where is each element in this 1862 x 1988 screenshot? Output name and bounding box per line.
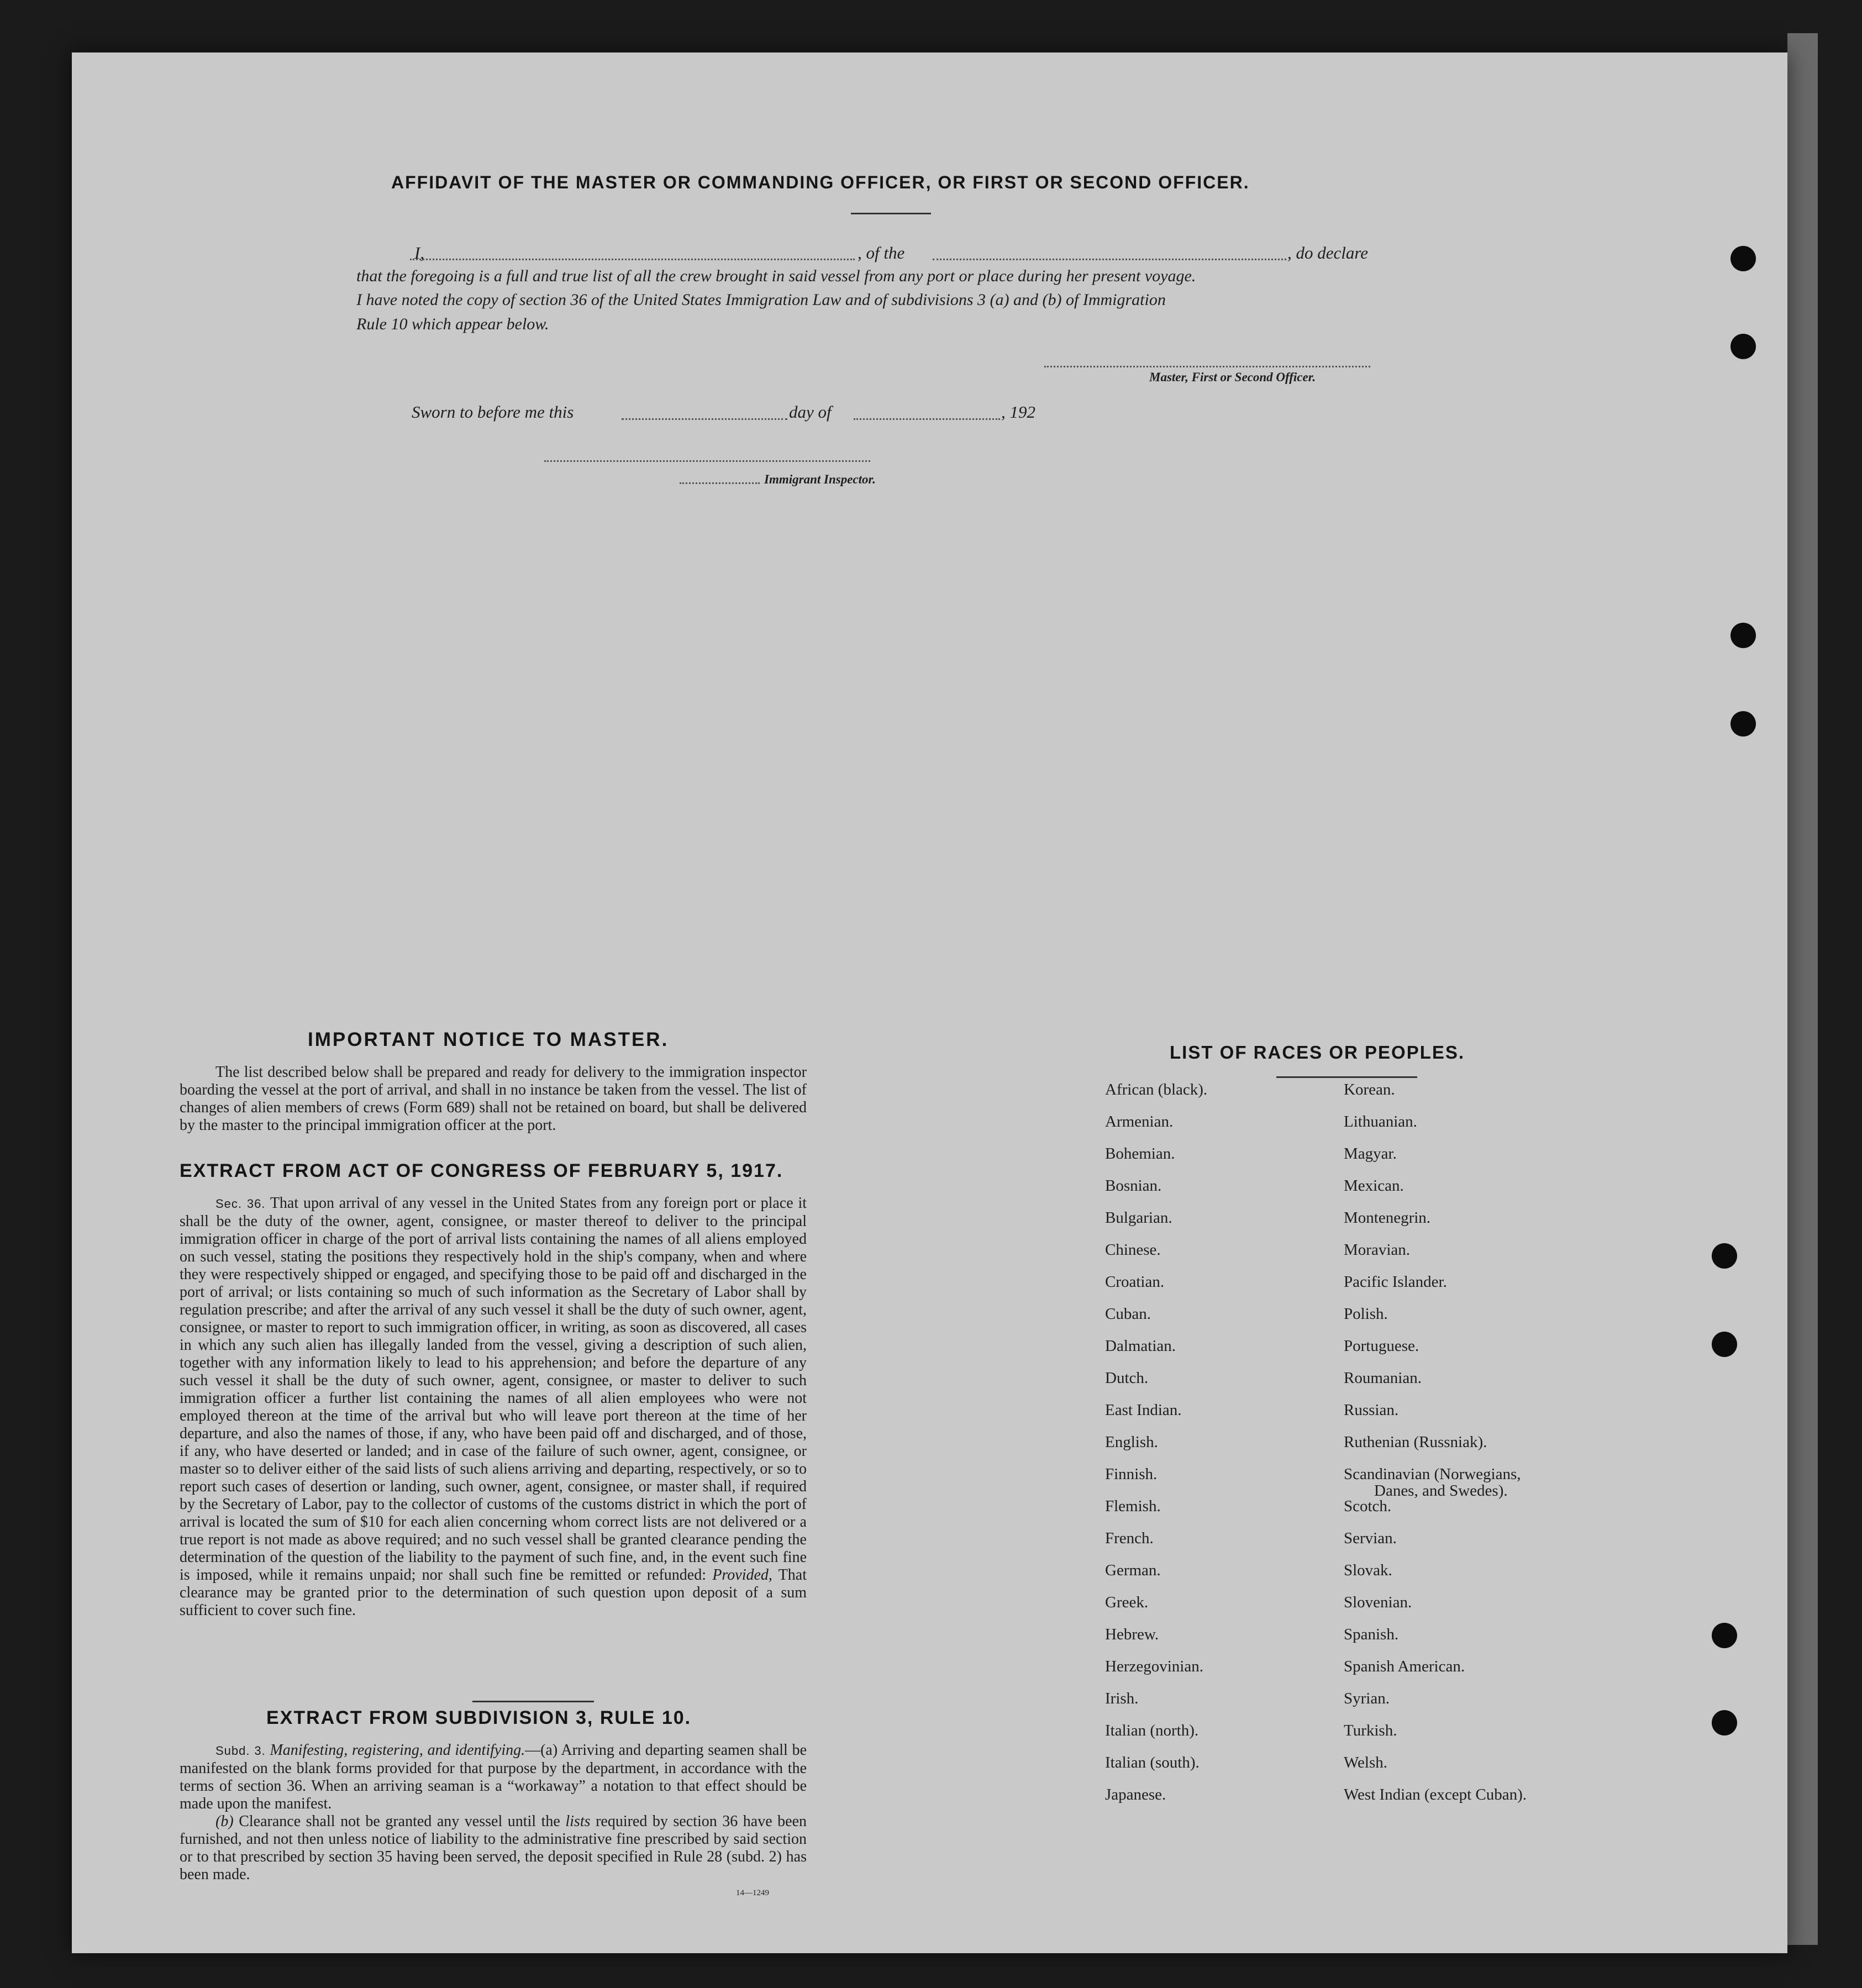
race-item: Chinese. <box>1105 1241 1161 1259</box>
race-item: Irish. <box>1105 1690 1139 1707</box>
sworn-line: Sworn to before me this <box>412 402 574 422</box>
notice-title: IMPORTANT NOTICE TO MASTER. <box>308 1029 669 1050</box>
race-item: Croatian. <box>1105 1273 1165 1291</box>
affidavit-line-1: I, <box>414 243 425 262</box>
race-item: African (black). <box>1105 1081 1208 1098</box>
master-signature-label: Master, First or Second Officer. <box>1149 370 1316 384</box>
race-item: Spanish. <box>1344 1626 1399 1643</box>
race-item: Danes, and Swedes). <box>1374 1482 1508 1500</box>
race-item: Italian (south). <box>1105 1754 1200 1771</box>
race-item: Japanese. <box>1105 1786 1166 1803</box>
inspector-label: Immigrant Inspector. <box>764 472 876 486</box>
races-title: LIST OF RACES OR PEOPLES. <box>1170 1042 1465 1063</box>
race-item: Welsh. <box>1344 1754 1388 1771</box>
punch-hole <box>1730 334 1756 359</box>
rule-title: EXTRACT FROM SUBDIVISION 3, RULE 10. <box>266 1707 692 1728</box>
inspector-signature-field-2[interactable] <box>680 482 760 484</box>
sworn-month-field[interactable] <box>854 418 1000 420</box>
race-item: Servian. <box>1344 1529 1397 1547</box>
punch-hole <box>1730 623 1756 648</box>
race-item: East Indian. <box>1105 1401 1182 1419</box>
race-item: Bulgarian. <box>1105 1209 1172 1227</box>
race-item: Lithuanian. <box>1344 1113 1417 1130</box>
punch-hole <box>1712 1710 1737 1735</box>
race-item: Mexican. <box>1344 1177 1404 1195</box>
punch-hole <box>1730 711 1756 737</box>
form-number: 14—1249 <box>736 1889 769 1897</box>
punch-hole <box>1712 1332 1737 1357</box>
punch-hole <box>1712 1243 1737 1269</box>
race-item: Scandinavian (Norwegians, <box>1344 1465 1521 1483</box>
race-item: Finnish. <box>1105 1465 1158 1483</box>
races-divider <box>1276 1076 1417 1078</box>
affidavit-line-1-end: , do declare <box>1287 243 1369 262</box>
race-item: French. <box>1105 1529 1154 1547</box>
declarant-name-field[interactable] <box>410 259 855 260</box>
sworn-date-field[interactable] <box>622 418 787 420</box>
notice-body: The list described below shall be prepared and ready for delivery to the immigration inspector boarding the vessel at the port of arrival, and shall in no instance be taken from the vessel. The list of changes of alien members of crews (Form 689) shall not be retained on board, but shall be delivered by the master to the principal immigration officer at the port. <box>180 1064 807 1134</box>
race-item: Roumanian. <box>1344 1369 1422 1387</box>
rule-body: Subd. 3. Manifesting, registering, and identifying.—(a) Arriving and departing seamen shall be manifested on the blank forms provided for that purpose by the department, in accordance with the terms of section 36. When an arriving seaman is a “workaway” a notation to that effect should be made upon the manifest. (b) Clearance shall not be granted any vessel until the lists required by section 36 have been furnished, and not then unless notice of liability to the administrative fine prescribed by said section or to that prescribed by section 35 having been served, the deposit specified in Rule 28 (subd. 2) has been made. <box>180 1742 807 1883</box>
affidavit-divider <box>851 213 931 214</box>
race-item: Bohemian. <box>1105 1145 1175 1163</box>
race-item: Magyar. <box>1344 1145 1397 1163</box>
affidavit-line-2: that the foregoing is a full and true list of all the crew brought in said vessel from any port or place during her present voyage. <box>356 267 1196 285</box>
race-item: Ruthenian (Russniak). <box>1344 1433 1487 1451</box>
affidavit-line-1-mid: , of the <box>858 243 905 262</box>
race-item: Dutch. <box>1105 1369 1149 1387</box>
affidavit-title: AFFIDAVIT OF THE MASTER OR COMMANDING OFFICER, OR FIRST OR SECOND OFFICER. <box>391 172 1250 192</box>
races-right-column <box>1344 1080 1527 1817</box>
races-left-column <box>1105 1080 1207 1817</box>
affidavit-line-4: Rule 10 which appear below. <box>356 315 549 333</box>
race-item: Flemish. <box>1105 1497 1161 1515</box>
race-item: Polish. <box>1344 1305 1388 1323</box>
race-item: German. <box>1105 1561 1161 1579</box>
race-item: Montenegrin. <box>1344 1209 1431 1227</box>
act-body: Sec. 36. That upon arrival of any vessel in the United States from any foreign port or place it shall be the duty of the owner, agent, consignee, or master thereof to deliver to the principal immigration officer in charge of the port of arrival lists containing the names of all aliens employed on such vessel, stating the positions they respectively hold in the ship's company, when and where they were respectively shipped or engaged, and specifying those to be paid off and discharged in the port of arrival; or lists containing so much of such information as the Secretary of Labor shall by regulation prescribe; and after the arrival of any such vessel it shall be the duty of such owner, agent, consignee, or master to report to such immigration officer, in writing, as soon as discovered, all cases in which any such alien has illegally landed from the vessel, giving a description of such alien, together with any information likely to lead to his apprehension; and before the departure of any such vessel it shall be the duty of such owner, agent, consignee, or master to deliver to such immigration officer a further list containing the names of all alien employees who were not employed thereon at the time of the arrival but who will leave port thereon at the time of her departure, and also the names of those, if any, who have been paid off and discharged, and of those, if any, who have deserted or landed; and in case of the failure of such owner, agent, consignee, or master so to deliver either of the said lists of such aliens arriving and departing, respectively, or so to report such cases of desertion or landing, such owner, agent, consignee, or master shall, if required by the Secretary of Labor, pay to the collector of customs of the customs district in which the port of arrival is located the sum of $10 for each alien concerning whom correct lists are not delivered or a true report is not made as above required; and no such vessel shall be granted clearance pending the determination of the question of the liability to the payment of such fine, and, in the event such fine is imposed, while it remains unpaid; nor shall such fine be remitted or refunded: Provided, That clearance may be granted prior to the determination of such question upon deposit of a sum sufficient to cover such fine. <box>180 1195 807 1619</box>
race-item: Slovak. <box>1344 1561 1392 1579</box>
punch-hole <box>1712 1623 1737 1648</box>
race-item: Italian (north). <box>1105 1722 1199 1739</box>
race-item: Bosnian. <box>1105 1177 1162 1195</box>
race-item: Herzegovinian. <box>1105 1658 1203 1675</box>
race-item: Moravian. <box>1344 1241 1410 1259</box>
race-item: Scotch. <box>1344 1497 1392 1515</box>
vessel-name-field[interactable] <box>933 259 1286 260</box>
manifest-page <box>72 52 1787 1953</box>
race-item: Hebrew. <box>1105 1626 1159 1643</box>
race-item: Greek. <box>1105 1593 1149 1611</box>
race-item: Slovenian. <box>1344 1593 1412 1611</box>
race-item: Syrian. <box>1344 1690 1390 1707</box>
paper-stack-edge <box>1787 33 1818 1945</box>
inspector-signature-field[interactable] <box>544 460 870 462</box>
act-title: EXTRACT FROM ACT OF CONGRESS OF FEBRUARY 5, 1917. <box>180 1160 783 1181</box>
section-label: Sec. 36. <box>215 1197 266 1211</box>
race-item: West Indian (except Cuban). <box>1344 1786 1527 1803</box>
race-item: Dalmatian. <box>1105 1337 1176 1355</box>
act-divider <box>472 1701 594 1702</box>
race-item: Turkish. <box>1344 1722 1397 1739</box>
race-item: Cuban. <box>1105 1305 1151 1323</box>
race-item: Pacific Islander. <box>1344 1273 1447 1291</box>
race-item: Russian. <box>1344 1401 1399 1419</box>
punch-hole <box>1730 246 1756 271</box>
race-item: English. <box>1105 1433 1158 1451</box>
sworn-day-label: day of <box>789 402 832 422</box>
race-item: Korean. <box>1344 1081 1395 1098</box>
affidavit-line-3: I have noted the copy of section 36 of the United States Immigration Law and of subdivisions 3 (a) and (b) of Immigration <box>356 291 1166 309</box>
master-signature-field[interactable] <box>1044 366 1370 367</box>
race-item: Armenian. <box>1105 1113 1174 1130</box>
race-item: Spanish American. <box>1344 1658 1465 1675</box>
sworn-year-label: , 192 <box>1001 402 1035 422</box>
race-item: Portuguese. <box>1344 1337 1419 1355</box>
